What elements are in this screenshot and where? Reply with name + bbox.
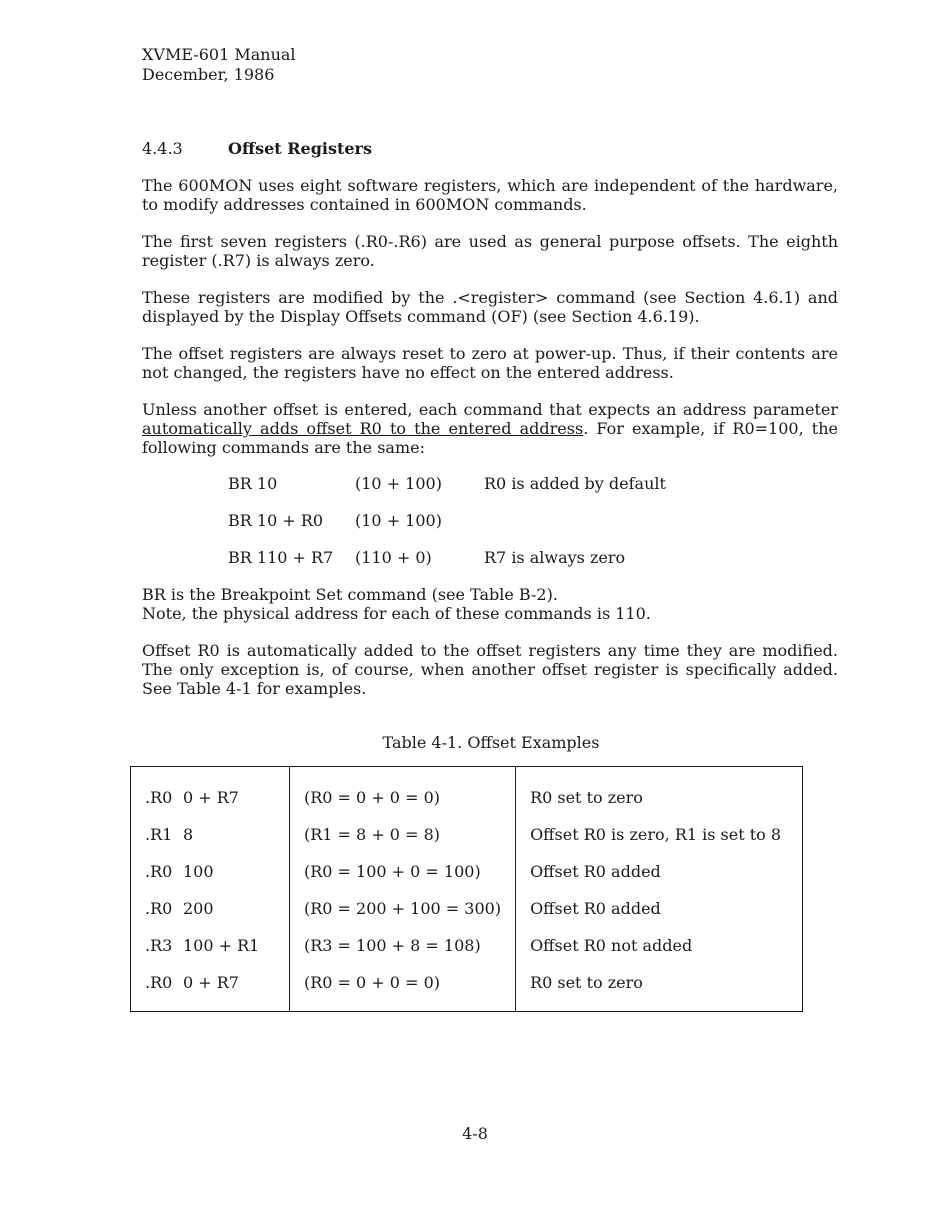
- table-cell-calc: (R0 = 100 + 0 = 100): [290, 853, 516, 890]
- table-cell-command: [131, 816, 290, 853]
- register-name: .R0: [145, 973, 173, 992]
- table-cell-desc: R0 set to zero: [516, 964, 803, 1012]
- paragraph-intro: The 600MON uses eight software registers, which are independent of the hardware, to modify addresses contained in 600MON commands.: [142, 176, 838, 214]
- table-row: [131, 927, 803, 964]
- table-cell-calc: (R3 = 100 + 8 = 108): [290, 927, 516, 964]
- table-cell-command: [131, 853, 290, 890]
- register-value: 200: [183, 899, 214, 918]
- register-value: 100: [183, 862, 214, 881]
- table-caption: [0, 733, 950, 753]
- paragraph-default-offset: [142, 400, 838, 457]
- table-caption-text: Table 4-1. Offset Examples: [382, 733, 600, 752]
- paragraph-auto-added: Offset R0 is automatically added to the offset registers any time they are modified. The only exception is, of course, when another offset register is specifically added. See Table 4-1 for examples.: [142, 641, 838, 698]
- paragraph-general-purpose: The first seven registers (.R0-.R6) are used as general purpose offsets. The eighth register (.R7) is always zero.: [142, 232, 838, 270]
- example-command: BR 10: [228, 474, 278, 493]
- section-number: 4.4.3: [142, 139, 183, 158]
- example-calc: (10 + 100): [355, 511, 442, 530]
- example-command: BR 10 + R0: [228, 511, 324, 530]
- paragraph-modified: These registers are modified by the .<register> command (see Section 4.6.1) and displayed by the Display Offsets command (OF) (see Section 4.6.19).: [142, 288, 838, 326]
- register-value: 0 + R7: [183, 973, 239, 992]
- table-cell-desc: Offset R0 added: [516, 853, 803, 890]
- register-name: .R1: [145, 825, 173, 844]
- note-breakpoint: BR is the Breakpoint Set command (see Table B-2).: [142, 585, 558, 604]
- table-row: [131, 816, 803, 853]
- table-cell-calc: (R1 = 8 + 0 = 8): [290, 816, 516, 853]
- register-name: .R0: [145, 788, 173, 807]
- table-cell-desc: Offset R0 added: [516, 890, 803, 927]
- example-note: R0 is added by default: [484, 474, 666, 493]
- note-physical-address: Note, the physical address for each of these commands is 110.: [142, 604, 651, 623]
- example-calc: (10 + 100): [355, 474, 442, 493]
- register-value: 8: [183, 825, 194, 844]
- page-number: 4-8: [462, 1124, 488, 1143]
- example-calc: (110 + 0): [355, 548, 432, 567]
- register-name: .R0: [145, 899, 173, 918]
- table-cell-desc: Offset R0 is zero, R1 is set to 8: [516, 816, 803, 853]
- table-cell-calc: (R0 = 0 + 0 = 0): [290, 964, 516, 1012]
- table-cell-command: [131, 890, 290, 927]
- paragraph-default-offset-end: . For example, if R0=100, the following commands are the same:: [142, 419, 839, 457]
- offset-examples-table: [130, 766, 803, 1012]
- table-cell-command: [131, 927, 290, 964]
- table-row: [131, 853, 803, 890]
- manual-title: XVME-601 Manual: [142, 45, 296, 64]
- example-command: BR 110 + R7: [228, 548, 334, 567]
- register-value: 0 + R7: [183, 788, 239, 807]
- table-cell-command: [131, 964, 290, 1012]
- manual-date: December, 1986: [142, 65, 275, 84]
- table-cell-command: [131, 767, 290, 817]
- example-note: R7 is always zero: [484, 548, 626, 567]
- register-name: .R0: [145, 862, 173, 881]
- section-heading: [142, 139, 372, 159]
- table-cell-desc: Offset R0 not added: [516, 927, 803, 964]
- table-row: [131, 767, 803, 817]
- register-name: .R3: [145, 936, 173, 955]
- table-cell-calc: (R0 = 200 + 100 = 300): [290, 890, 516, 927]
- paragraph-default-offset-start: Unless another offset is entered, each command that expects an address parameter: [142, 400, 838, 419]
- table-cell-desc: R0 set to zero: [516, 767, 803, 817]
- table-row: [131, 964, 803, 1012]
- paragraph-reset: The offset registers are always reset to zero at power-up. Thus, if their contents are not changed, the registers have no effect on the entered address.: [142, 344, 838, 382]
- register-value: 100 + R1: [183, 936, 260, 955]
- underlined-phrase: automatically adds offset R0 to the entered address: [142, 419, 584, 438]
- table-row: [131, 890, 803, 927]
- page-header: [142, 45, 296, 85]
- section-title: Offset Registers: [228, 139, 372, 158]
- table-cell-calc: (R0 = 0 + 0 = 0): [290, 767, 516, 817]
